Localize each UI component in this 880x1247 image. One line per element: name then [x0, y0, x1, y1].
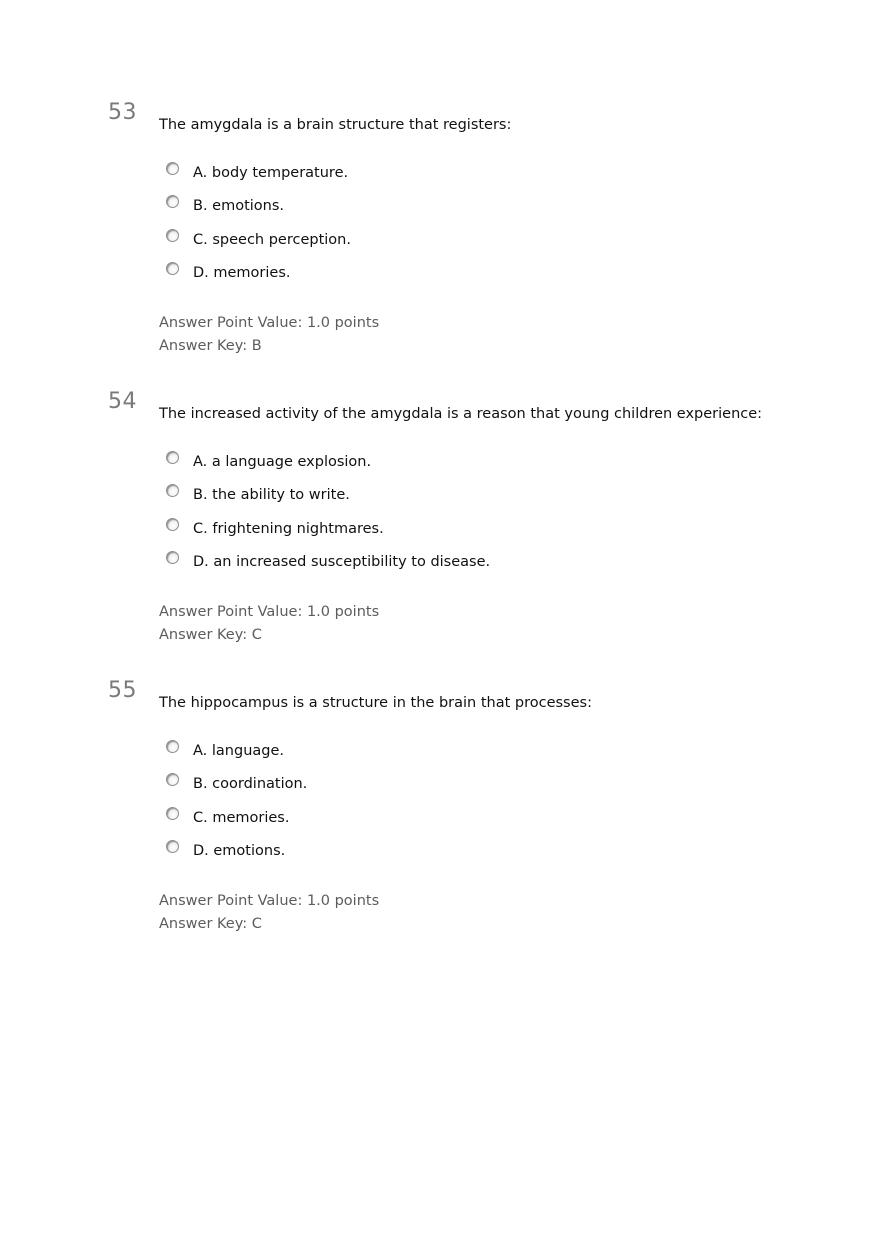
radio-button-icon[interactable] — [166, 451, 179, 464]
radio-button-icon[interactable] — [166, 807, 179, 820]
radio-button-icon[interactable] — [166, 162, 179, 175]
question-number: 53 — [108, 100, 137, 125]
option-label: D. memories. — [193, 264, 291, 281]
option-label: B. the ability to write. — [193, 487, 350, 504]
radio-button-icon[interactable] — [166, 773, 179, 786]
option-label: A. body temperature. — [193, 165, 349, 181]
option-label: B. coordination. — [193, 776, 308, 793]
option-label: D. an increased susceptibility to disease. — [193, 553, 491, 570]
question-number: 54 — [108, 389, 137, 414]
answer-key: Answer Key: B — [159, 338, 262, 354]
radio-button-icon[interactable] — [166, 740, 179, 753]
answer-meta — [159, 890, 379, 936]
radio-button-icon[interactable] — [166, 262, 179, 275]
option-label: C. frightening nightmares. — [193, 520, 384, 537]
option-label: C. speech perception. — [193, 231, 351, 248]
radio-button-icon[interactable] — [166, 840, 179, 853]
option-label: C. memories. — [193, 809, 290, 826]
question-text: The hippocampus is a structure in the brain that processes: — [159, 695, 592, 711]
radio-button-icon[interactable] — [166, 484, 179, 497]
answer-point-value: Answer Point Value: 1.0 points — [159, 604, 380, 620]
question-number: 55 — [108, 678, 137, 703]
radio-button-icon[interactable] — [166, 195, 179, 208]
option-label: A. a language explosion. — [193, 454, 372, 470]
radio-button-icon[interactable] — [166, 229, 179, 242]
option-label: D. emotions. — [193, 842, 286, 859]
answer-meta — [159, 601, 379, 647]
radio-button-icon[interactable] — [166, 551, 179, 564]
answer-point-value: Answer Point Value: 1.0 points — [159, 315, 380, 331]
question-text: The amygdala is a brain structure that registers: — [159, 117, 512, 133]
question-text: The increased activity of the amygdala is a reason that young children experience: — [159, 406, 763, 422]
radio-button-icon[interactable] — [166, 518, 179, 531]
answer-point-value: Answer Point Value: 1.0 points — [159, 893, 380, 909]
answer-key: Answer Key: C — [159, 916, 262, 932]
answer-key: Answer Key: C — [159, 627, 262, 643]
answer-meta — [159, 312, 379, 358]
option-label: A. language. — [193, 743, 285, 759]
option-label: B. emotions. — [193, 198, 285, 215]
